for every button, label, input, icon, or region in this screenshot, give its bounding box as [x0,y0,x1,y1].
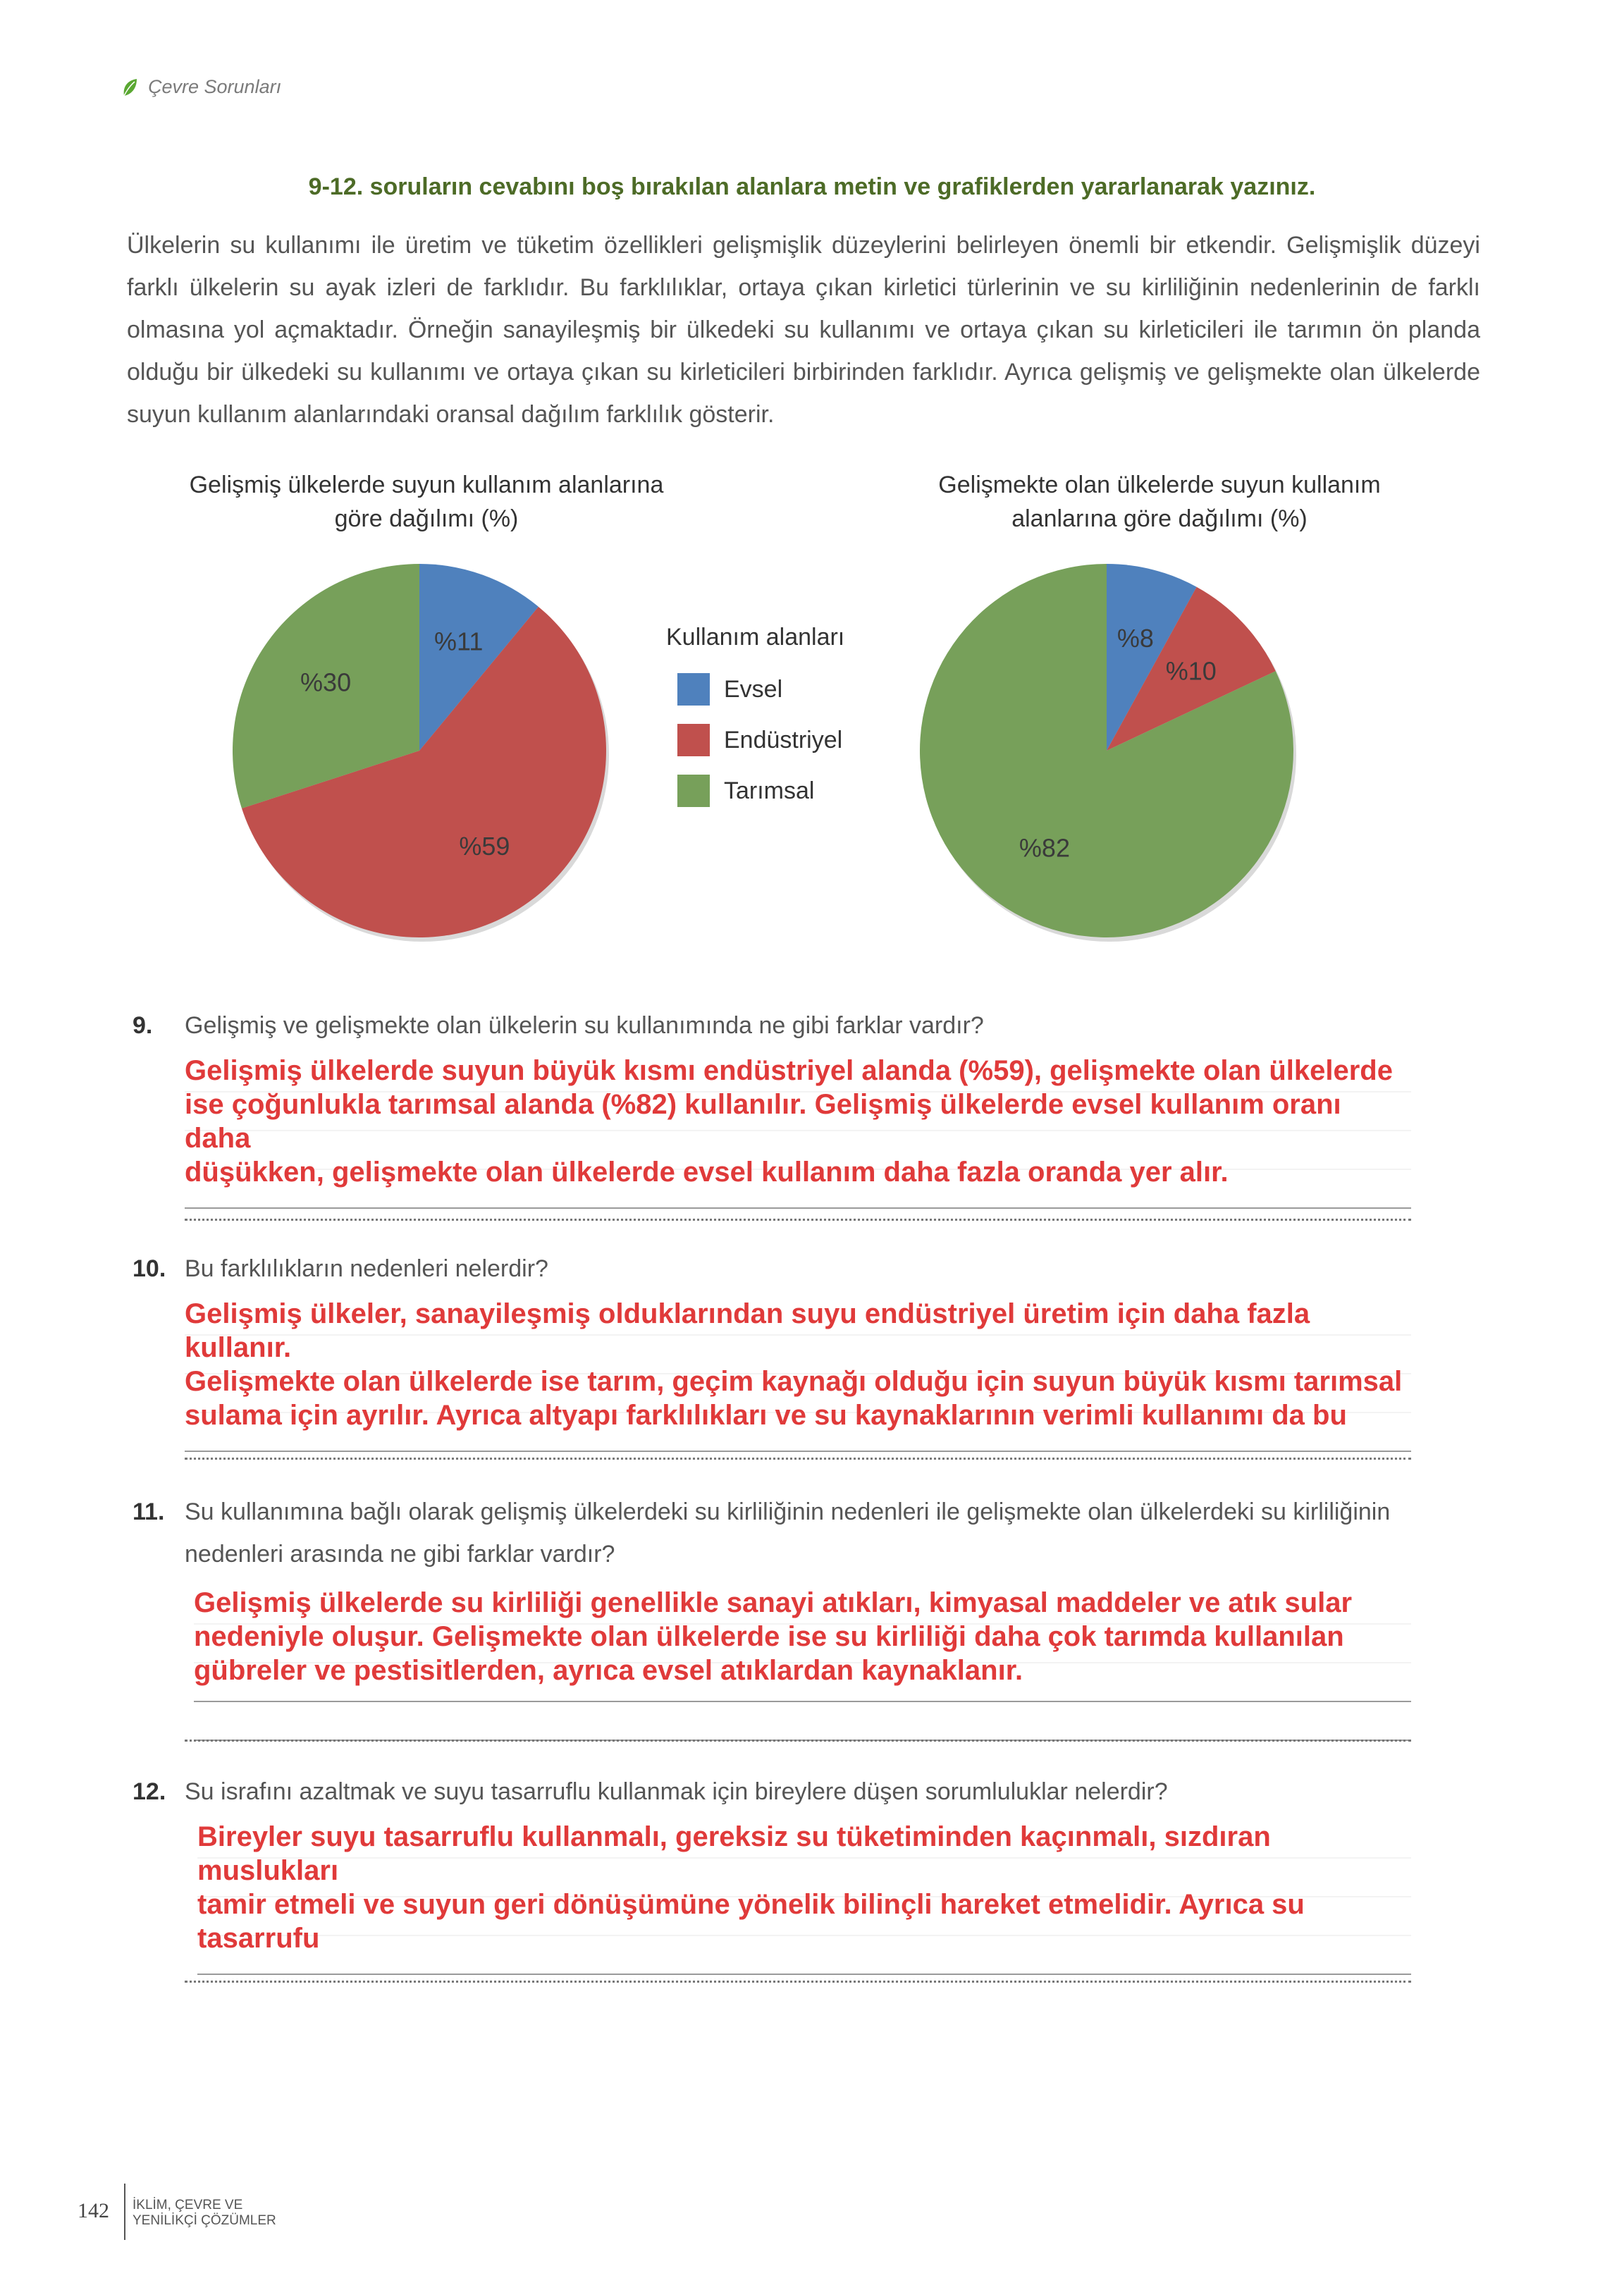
pie-slice-label: %8 [1116,623,1154,653]
chart-1-title [127,468,726,536]
leaf-icon [121,78,138,97]
answer-line [185,1219,1411,1221]
header-title: Çevre Sorunları [148,76,282,97]
question-number: 11. [133,1498,165,1525]
chart-2-title-line1: Gelişmekte olan ülkelerde suyun kullanım [938,472,1381,498]
answer-area-9[interactable] [185,1054,1411,1219]
intro-text: Ülkelerin su kullanımı ile üretim ve tüketim özellikleri gelişmişlik düzeylerini belirleyen önemli bir etkendir. Gelişmişlik düzeyi farklı ülkelerin su ayak izleri de farklıdır. Bu farklılıklar, ortaya çıkan kirletici türlerinin ve su kirliliğinin nedenlerinin de farklı olmasına yol açmaktadır. Örneğin sanayileşmiş bir ülkedeki su kullanımı ve ortaya çıkan su kirleticileri ile tarımın ön planda olduğu bir ülkedeki su kullanımı ve ortaya çıkan su kirleticileri birbirinden farklıdır. Ayrıca gelişmiş ve gelişmekte olan ülkelerde suyun kullanım alanlarındaki oransal dağılım farklılık gösterir. [127,232,1480,428]
chart-1-title-line1: Gelişmiş ülkelerde suyun kullanım alanlarına [189,472,664,498]
legend-item-tarimsal [666,765,844,816]
question-number: 9. [133,1012,153,1039]
answer-area-12[interactable] [197,1820,1411,1978]
legend-title: Kullanım alanları [666,624,845,651]
answer-text: Bireyler suyu tasarruflu kullanmalı, gereksiz su tüketiminden kaçınmalı, sızdıran muslukları tamir etmeli ve suyun geri dönüşümüne yönelik bilinçli hareket etmelidir. Ayrıca su tasarrufu [197,1820,1411,1955]
pie-chart-developed [229,560,610,941]
pie-slice-label: %59 [459,831,510,861]
legend-label: Tarımsal [724,777,815,804]
footer-divider [124,2184,125,2240]
legend-label: Evsel [724,675,783,703]
footer-line-2: YENİLİKÇİ ÇÖZÜMLER [133,2213,276,2228]
running-header [121,76,281,98]
legend-item-evsel [666,664,844,715]
question-text: Bu farklılıkların nedenleri nelerdir? [185,1255,548,1282]
footer-book-title [133,2198,276,2229]
page-number: 142 [78,2199,109,2222]
legend-label: Endüstriyel [724,726,843,753]
answer-text: Gelişmiş ülkelerde su kirliliği genellikle sanayi atıkları, kimyasal maddeler ve atık sular nedeniyle oluşur. Gelişmekte olan ülkelerde ise su kirliliği daha çok tarımda kullanılan gübreler ve pestisitlerden, ayrıca evsel atıklardan kaynaklanır. [194,1586,1411,1687]
question-10 [133,1248,1486,1290]
pie-slice-label: %10 [1165,656,1217,686]
question-11 [133,1491,1486,1575]
chart-legend [666,624,844,816]
question-9 [133,1004,1486,1047]
pie-slice-label: %82 [1019,833,1070,863]
question-12 [133,1771,1486,1813]
chart-2-title-line2: alanlarına göre dağılımı (%) [1011,505,1308,532]
legend-swatch-endustriyel [677,724,710,756]
answer-line [185,1981,1411,1983]
question-text: Su israfını azaltmak ve suyu tasarruflu kullanmak için bireylere düşen sorumluluklar nelerdir? [185,1778,1168,1805]
chart-1-title-line2: göre dağılımı (%) [334,505,519,532]
pie-slice-label: %11 [433,627,484,656]
question-text: Su kullanımına bağlı olarak gelişmiş ülkelerdeki su kirliliğinin nedenleri ile gelişmekte olan ülkelerdeki su kirliliğinin nedenleri arasında ne gibi farklar vardır? [185,1498,1391,1568]
answer-text: Gelişmiş ülkelerde suyun büyük kısmı endüstriyel alanda (%59), gelişmekte olan ülkelerde ise çoğunlukla tarımsal alanda (%82) kullanılır. Gelişmiş ülkelerde evsel kullanım oranı daha düşükken, gelişmekte olan ülkelerde evsel kullanım daha fazla oranda yer alır. [185,1054,1411,1189]
legend-item-endustriyel [666,715,844,765]
chart-2-title [860,468,1459,536]
legend-swatch-tarimsal [677,775,710,807]
legend-swatch-evsel [677,673,710,706]
pie-chart-developing [916,560,1297,941]
question-number: 12. [133,1778,166,1805]
instruction: 9-12. soruların cevabını boş bırakılan alanlara metin ve grafiklerden yararlanarak yazınız. [308,173,1316,200]
intro-paragraph [127,224,1480,436]
answer-area-10[interactable] [185,1297,1411,1458]
answer-line [185,1740,1411,1742]
question-number: 10. [133,1255,166,1282]
answer-line [185,1458,1411,1460]
question-text: Gelişmiş ve gelişmekte olan ülkelerin su kullanımında ne gibi farklar vardır? [185,1012,984,1039]
answer-text: Gelişmiş ülkeler, sanayileşmiş olduklarından suyu endüstriyel üretim için daha fazla kullanır. Gelişmekte olan ülkelerde ise tarım, geçim kaynağı olduğu için suyun büyük kısmı tarımsal sulama için ayrılır. Ayrıca altyapı farklılıkları ve su kaynaklarının verimli kullanımı da bu [185,1297,1411,1432]
pie-slice-label: %30 [300,667,352,697]
answer-area-11[interactable] [194,1586,1411,1741]
footer-line-1: İKLİM, ÇEVRE VE [133,2198,243,2212]
